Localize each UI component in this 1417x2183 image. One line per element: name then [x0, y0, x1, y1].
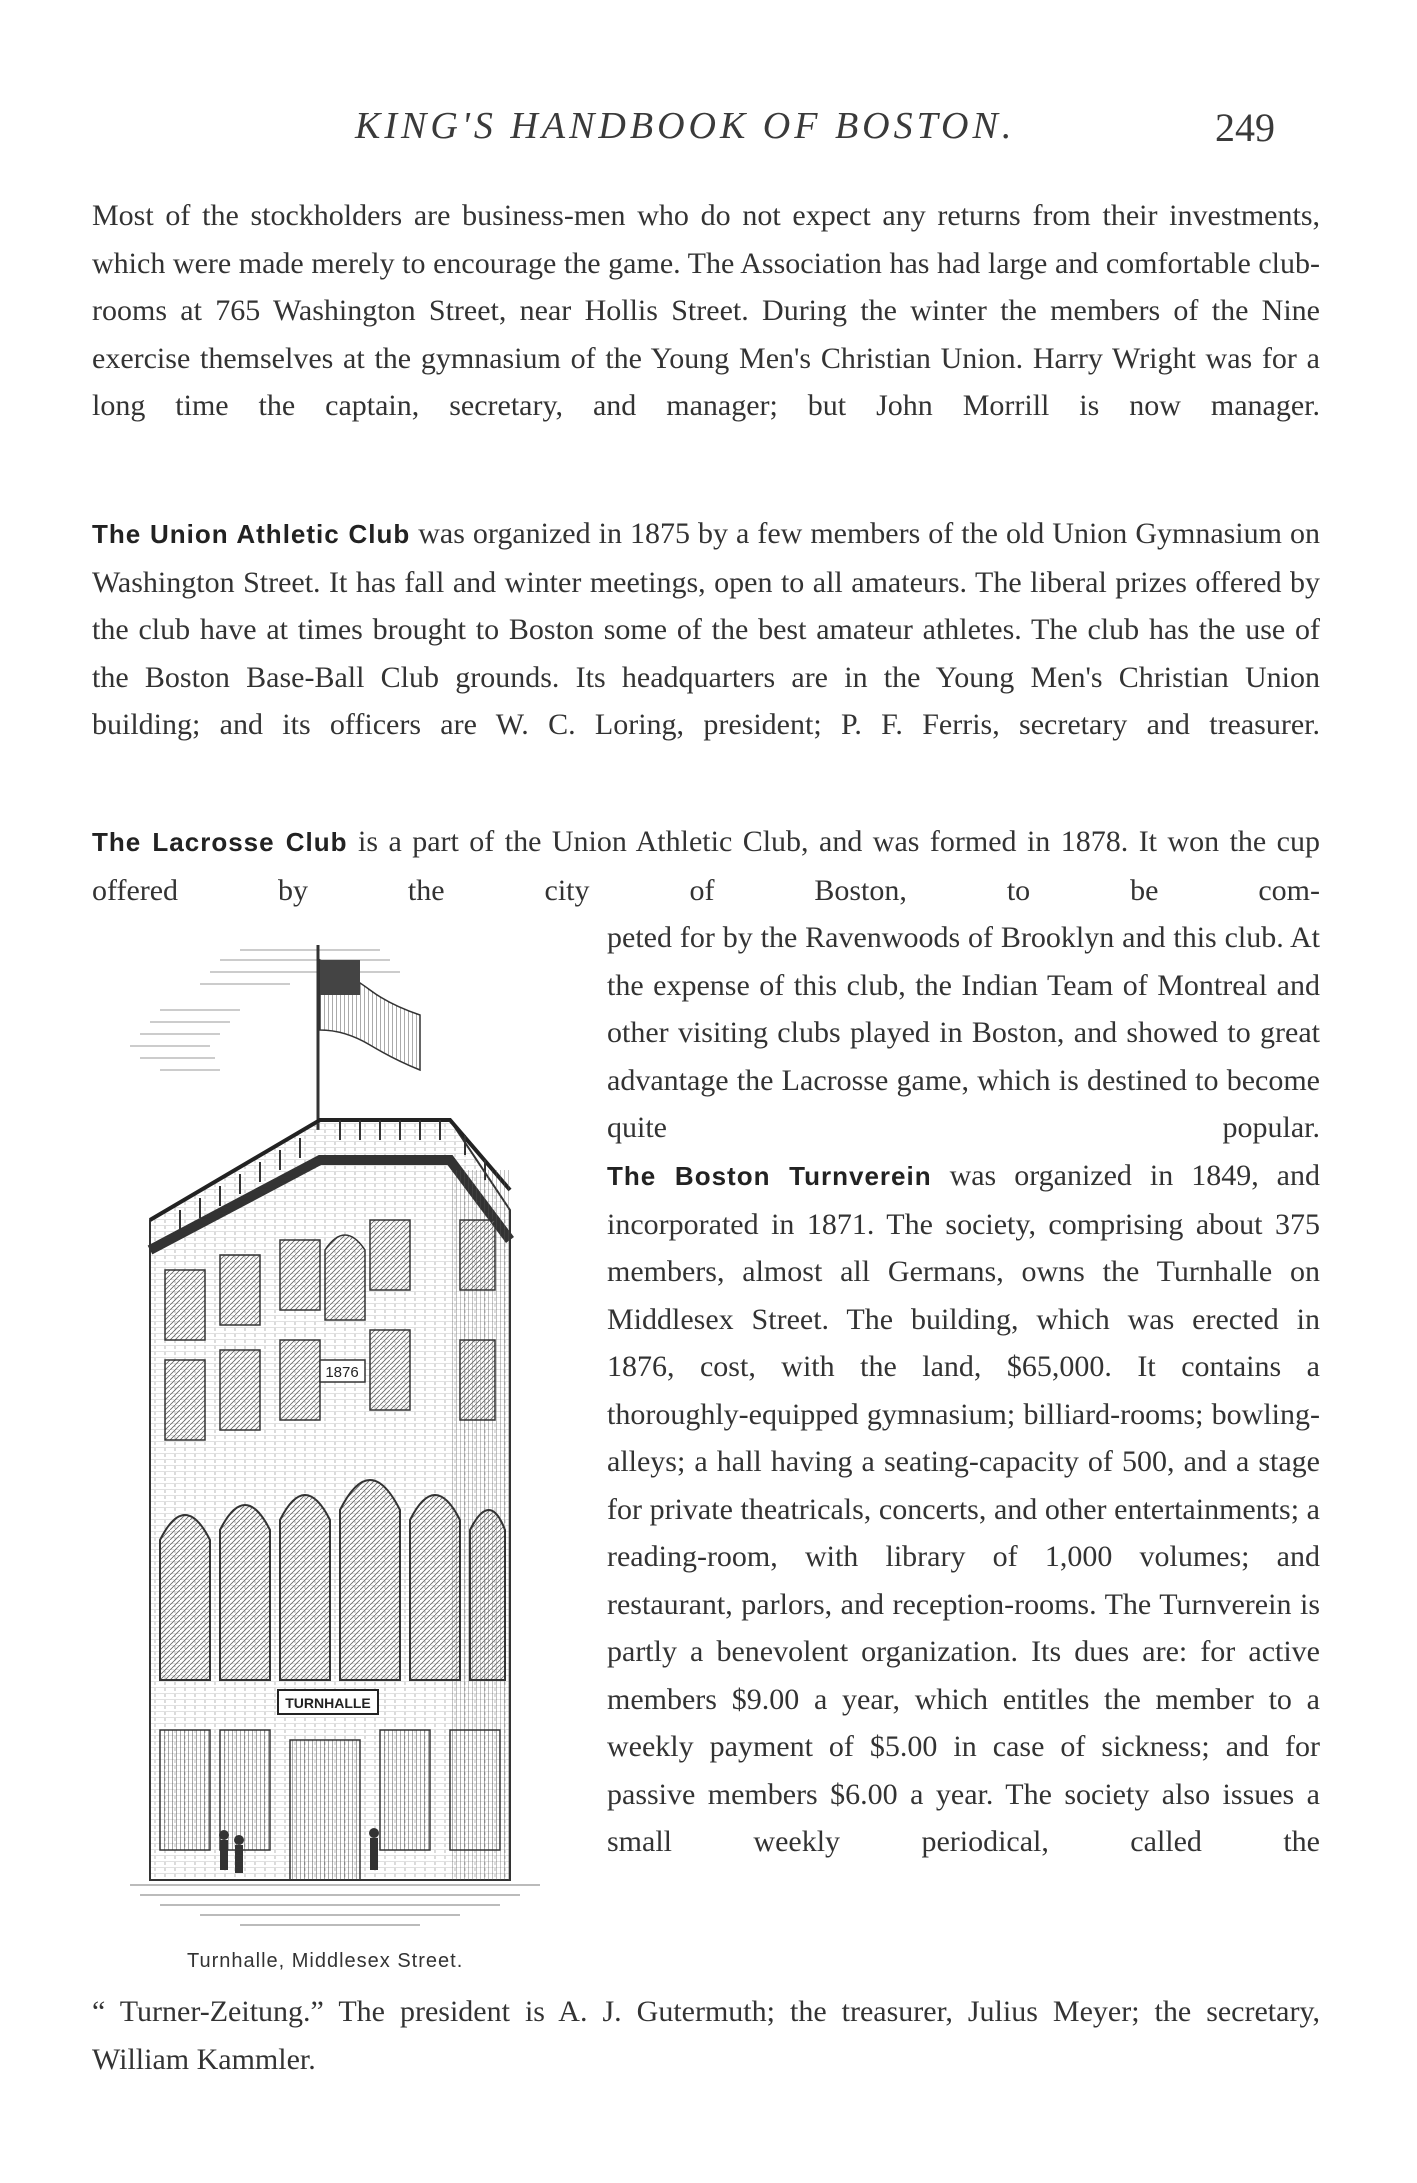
- turnhalle-engraving: [120, 920, 590, 1970]
- paragraph-text: “ Turner-Zeitung.” The president is A. J. Gutermuth; the treasurer, Julius Meyer; the secretary, William Kammler.: [92, 1995, 1320, 2076]
- paragraph-lacrosse-club: [92, 818, 1320, 914]
- turnhalle-illustration: [120, 920, 590, 1950]
- building-year: 1876: [325, 1364, 359, 1381]
- paragraph-turner-zeitung: [92, 1988, 1320, 2084]
- street-hatching: [130, 1885, 540, 1925]
- paragraph-text: is a part of the Union Athletic Club, and was formed in 1878. It won the cup offered by the city of Boston, to be com-: [92, 825, 1321, 907]
- paragraph-text: was organized in 1875 by a few members of the old Union Gymnasium on Washington Street. It has fall and winter meetings, open to all amateurs. The liberal prizes offered by the club have at times brought to Boston some of the best amateur athletes. The club has the use of the Boston Base-Ball Club grounds. Its headquarters are in the Young Men's Christian Union building; and its officers are W. C. Loring, president; P. F. Ferris, secretary and treasurer.: [92, 517, 1320, 741]
- figure-caption: Turnhalle, Middlesex Street.: [187, 1950, 464, 1972]
- paragraph-text: peted for by the Ravenwoods of Brooklyn and this club. At the expense of this club, the Indian Team of Montreal and other visiting clubs played in Boston, and showed to great advantage the Lacrosse game, which is destined to become quite popular.: [607, 921, 1320, 1144]
- paragraph-lacrosse-club-continued: [607, 914, 1320, 1154]
- building-facade: [150, 1120, 510, 1880]
- page-number: 249: [1215, 105, 1275, 150]
- paragraph-text: Most of the stockholders are business-men who do not expect any returns from their investments, which were made merely to encourage the game. The Association has had large and comfortable club-rooms at 765 Washington Street, near Hollis Street. During the winter the members of the Nine exercise themselves at the gymnasium of the Young Men's Christian Union. Harry Wright was for a long time the captain, secretary, and manager; but John Morrill is now manager.: [92, 199, 1320, 422]
- turnhalle-sign: TURNHALLE: [285, 1695, 371, 1711]
- paragraph-text: was organized in 1849, and incorporated in 1871. The society, comprising about 375 members, almost all Germans, owns the Turnhalle on Middlesex Street. The building, which was erected in 1876, cost, with the land, $65,000. It contains a thoroughly-equipped gymnasium; billiard-rooms; bowling-alleys; a hall having a seating-capacity of 500, and a stage for private theatricals, concerts, and other entertainments; a reading-room, with library of 1,000 volumes; and restaurant, parlors, and reception-rooms. The Turnverein is partly a benevolent organization. Its dues are: for active members $9.00 a year, which entitles the member to a weekly payment of $5.00 in case of sickness; and for passive members $6.00 a year. The society also issues a small weekly periodical, called the: [607, 1159, 1320, 1858]
- page-header: [0, 104, 1417, 164]
- paragraph-lead: The Union Athletic Club: [92, 519, 411, 549]
- running-title: KING'S HANDBOOK OF BOSTON.: [355, 105, 1016, 147]
- paragraph-stockholders: [92, 192, 1320, 522]
- paragraph-lead: The Lacrosse Club: [92, 827, 348, 857]
- paragraph-lead: The Boston Turnverein: [607, 1161, 932, 1191]
- flag-icon: [318, 945, 420, 1130]
- paragraph-boston-turnverein: [607, 1152, 1320, 1984]
